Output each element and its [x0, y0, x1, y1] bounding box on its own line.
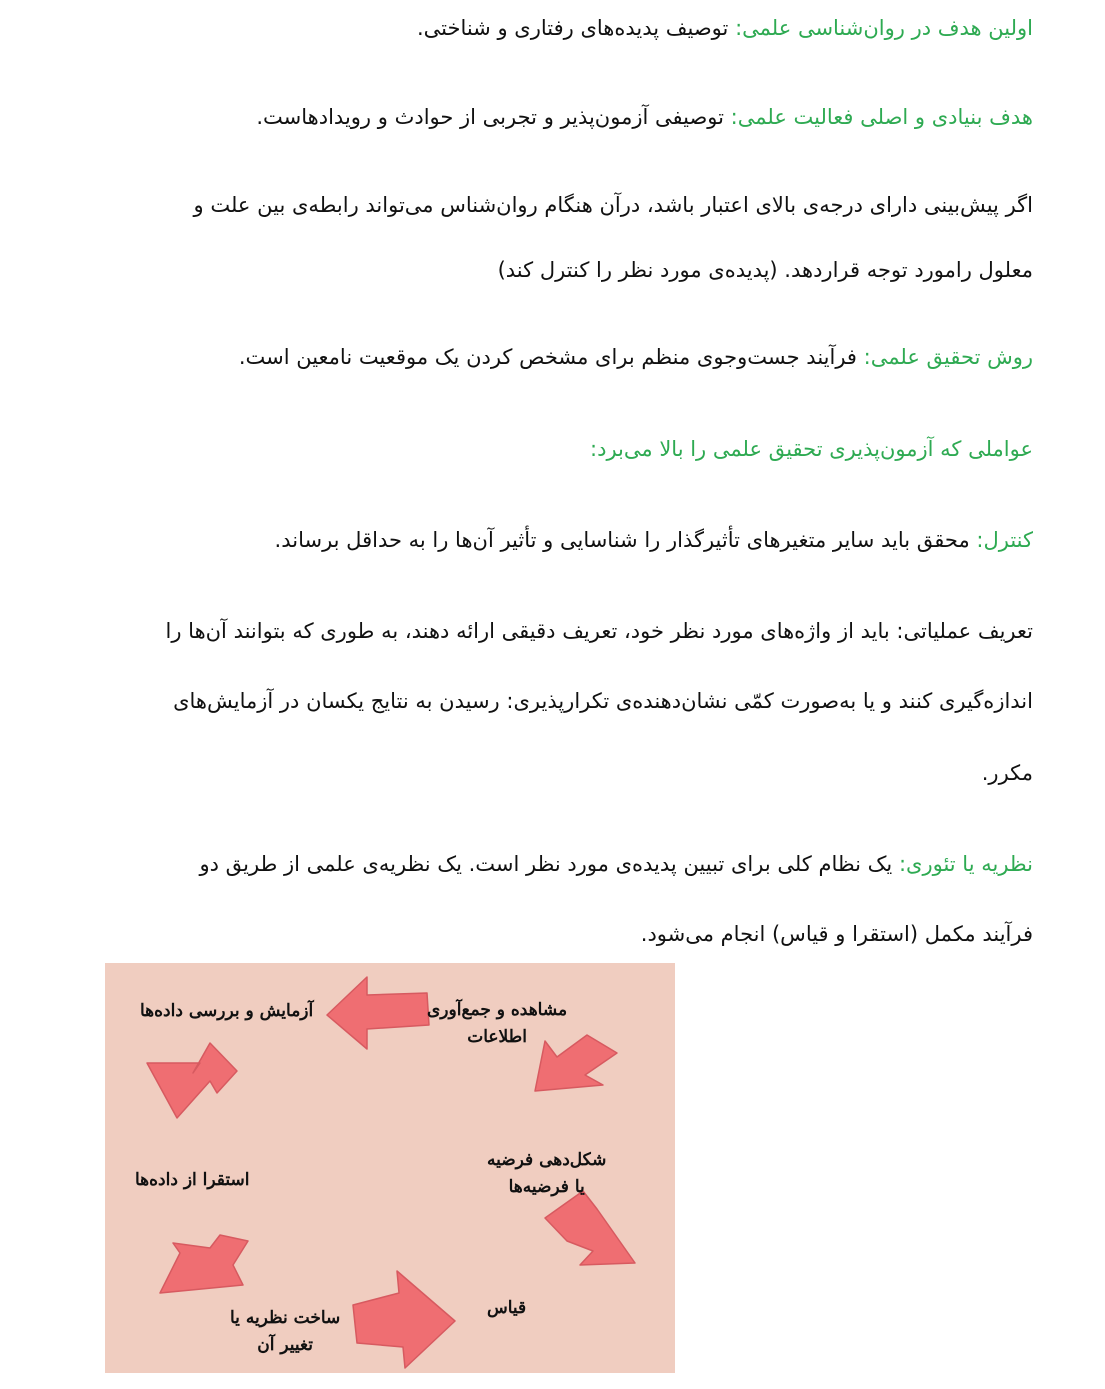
paragraph-control [275, 528, 1033, 553]
definition-theory: یک نظام کلی برای تبیین پدیده‌ی مورد نظر است. یک نظریه‌ی علمی از طریق دو [199, 852, 893, 876]
paragraph-operational-line2: اندازه‌گیری کنند و یا به‌صورت کمّی نشان‌دهنده‌ی تکرارپذیری: رسیدن به نتایج یکسان در آزمایش‌های [173, 689, 1033, 713]
definition-first-goal: توصیف پدیده‌های رفتاری و شناختی. [416, 16, 729, 40]
heading-testability-factors: عواملی که آزمون‌پذیری تحقیق علمی را بالا می‌برد: [590, 437, 1033, 461]
step-theory-line2: تغییر آن [257, 1335, 313, 1356]
paragraph-prediction-line2: معلول رامورد توجه قراردهد. (پدیده‌ی مورد نظر را کنترل کند) [497, 258, 1033, 282]
definition-basic-goal: توصیفی آزمون‌پذیر و تجربی از حوادث و رویدادهاست. [256, 105, 724, 129]
paragraph-first-goal [417, 16, 1033, 41]
definition-control: محقق باید سایر متغیرهای تأثیرگذار را شناسایی و تأثیر آن‌ها را به حداقل برساند. [274, 528, 970, 552]
step-observation-line2: اطلاعات [467, 1027, 527, 1048]
step-testing: آزمایش و بررسی داده‌ها [140, 1001, 314, 1021]
scientific-cycle-diagram [105, 963, 675, 1373]
paragraph-theory-line2: فرآیند مکمل (استقرا و قیاس) انجام می‌شود. [640, 922, 1033, 946]
arrow-down-left-lower-icon [160, 1235, 248, 1293]
paragraph-prediction-line1: اگر پیش‌بینی دارای درجه‌ی بالای اعتبار باشد، درآن هنگام روان‌شناس می‌تواند رابطه‌ی بین علت و [193, 193, 1033, 217]
paragraph-operational-line1: تعریف عملیاتی: باید از واژه‌های مورد نظر خود، تعریف دقیقی ارائه دهند، به طوری که بتوانند آن‌ها را [165, 619, 1033, 643]
step-observation-line1: مشاهده و جمع‌آوری [427, 1000, 568, 1020]
step-hypothesis-line1: شکل‌دهی فرضیه [487, 1150, 607, 1170]
step-hypothesis [487, 1147, 606, 1201]
step-theory-line1: ساخت نظریه یا [230, 1308, 341, 1328]
step-hypothesis-line2: یا فرضیه‌ها [508, 1177, 585, 1198]
term-first-goal: اولین هدف در روان‌شناسی علمی: [735, 16, 1033, 40]
paragraph-research-method [239, 345, 1033, 370]
step-theory [230, 1305, 340, 1359]
term-basic-goal: هدف بنیادی و اصلی فعالیت علمی: [730, 105, 1033, 129]
arrow-right-bottom-icon [353, 1271, 455, 1368]
paragraph-basic-goal [256, 105, 1033, 130]
term-theory: نظریه یا تئوری: [898, 852, 1033, 876]
arrow-down-left-icon [147, 1043, 237, 1118]
definition-research-method: فرآیند جست‌وجوی منظم برای مشخص کردن یک موقعیت نامعین است. [238, 345, 857, 369]
step-induction: استقرا از داده‌ها [135, 1170, 250, 1190]
term-research-method: روش تحقیق علمی: [863, 345, 1033, 369]
step-observation [427, 997, 567, 1051]
term-control: کنترل: [976, 528, 1033, 552]
arrow-left-top-icon [327, 977, 429, 1049]
step-deduction: قیاس [487, 1298, 527, 1318]
arrow-up-right-lower-icon [545, 1191, 635, 1265]
paragraph-theory [199, 852, 1033, 877]
paragraph-operational-line3: مکرر. [981, 761, 1033, 785]
